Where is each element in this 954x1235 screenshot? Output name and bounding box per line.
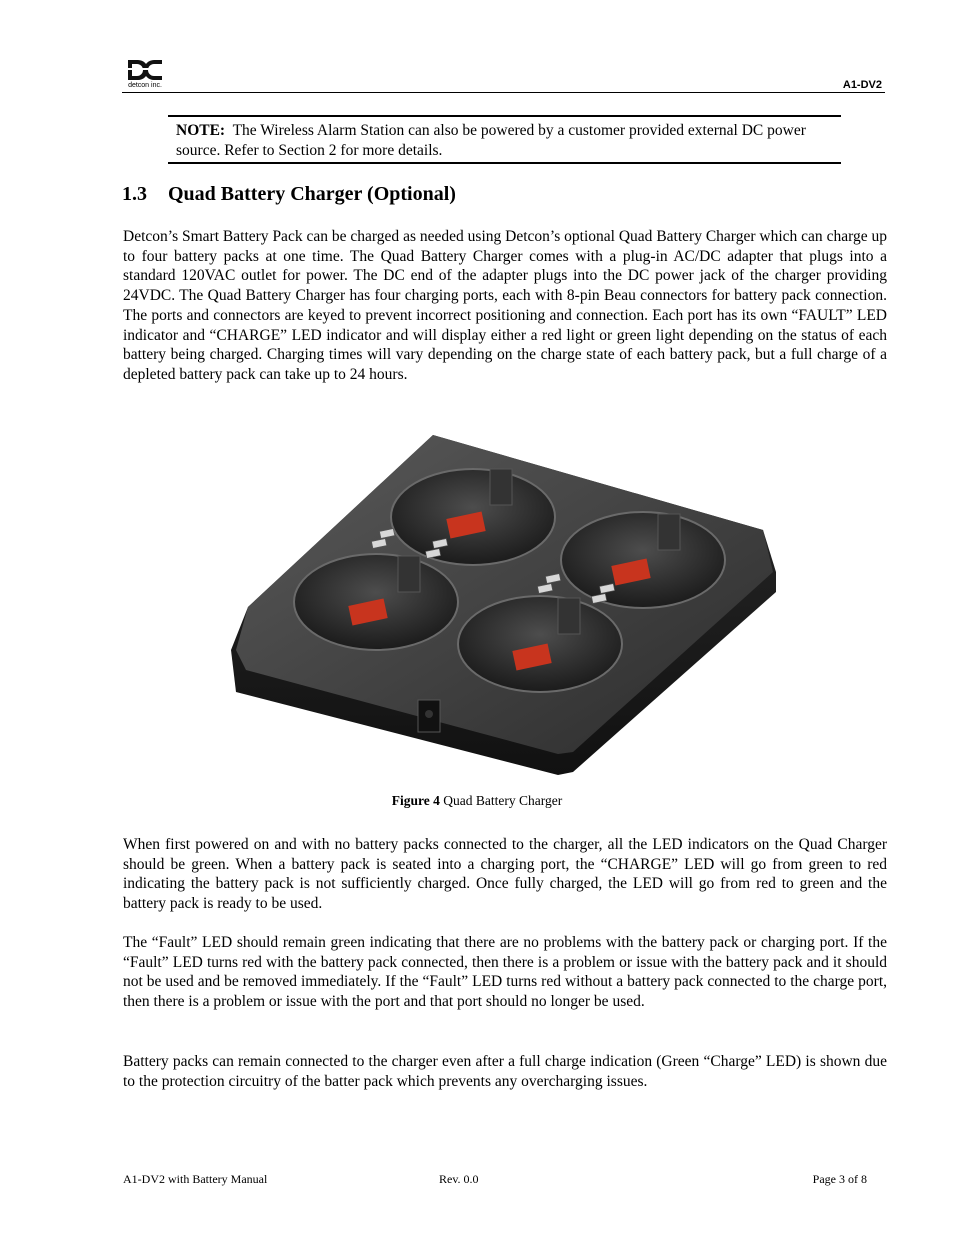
note-label: NOTE: <box>176 122 226 139</box>
figure-caption <box>0 793 954 809</box>
quad-charger-image <box>228 432 778 778</box>
note-box <box>168 115 841 164</box>
footer-revision: Rev. 0.0 <box>439 1172 479 1186</box>
header-rule <box>122 92 885 93</box>
charging-port-well <box>561 512 725 608</box>
section-title: Quad Battery Charger (Optional) <box>168 183 456 205</box>
footer-manual-title: A1-DV2 with Battery Manual <box>123 1172 268 1186</box>
logo-text: detcon inc. <box>128 82 162 89</box>
note-text: The Wireless Alarm Station can also be powered by a customer provided external DC power source. Refer to Section 2 for more details. <box>176 122 806 159</box>
charging-port-well <box>294 554 458 650</box>
document-id: A1-DV2 <box>842 79 882 91</box>
detcon-logo <box>122 58 168 92</box>
paragraph-fault-led: The “Fault” LED should remain green indicating that there are no problems with the battery pack or charging port. If the “Fault” LED turns red with the battery pack connected, then there is a problem or issue with the battery pack and it should not be used and be removed immediately. If the “Fault” LED turns red without a battery pack connected to the charge port, then there is a problem or issue with the port and that port should no longer be used. <box>123 934 887 1011</box>
figure-caption-text: Quad Battery Charger <box>443 793 563 808</box>
paragraph-full-charge: Battery packs can remain connected to the charger even after a full charge indication (Green “Charge” LED) is shown due to the protection circuitry of the batter pack which prevents any overcharging issues. <box>123 1053 887 1090</box>
charging-port-well <box>391 469 555 565</box>
charging-port-well <box>458 596 622 692</box>
dc-logo-icon <box>122 58 168 84</box>
paragraph-intro: Detcon’s Smart Battery Pack can be charged as needed using Detcon’s optional Quad Battery Charger which can charge up to four battery packs at one time. The Quad Battery Charger comes with a plug-in AC/DC adapter that plugs into a standard 120VAC outlet for power. The DC end of the adapter plugs into the DC power jack of the charger providing 24VDC. The Quad Battery Charger has four charging ports, each with 8-pin Beau connectors for battery pack connection. The ports and connectors are keyed to prevent incorrect positioning and connection. Each port has its own “FAULT” LED indicator and “CHARGE” LED indicator and will display either a red light or green light depending on the status of each battery being charged. Charging times will vary depending on the charge state of each battery pack, but a full charge of a depleted battery pack can take up to 24 hours. <box>123 228 887 383</box>
footer-page-number: Page 3 of 8 <box>812 1172 867 1186</box>
section-heading <box>122 183 456 206</box>
figure-label: Figure 4 <box>391 793 440 808</box>
section-number: 1.3 <box>122 183 147 205</box>
quad-charger-figure <box>228 432 778 778</box>
paragraph-power-on: When first powered on and with no battery packs connected to the charger, all the LED indicators on the Quad Charger should be green. When a battery pack is seated into a charging port, the “CHARGE” LED will go from green to red indicating the battery pack is not sufficiently charged. Once fully charged, the LED will go from red to green and the battery pack is ready to be used. <box>123 836 887 913</box>
